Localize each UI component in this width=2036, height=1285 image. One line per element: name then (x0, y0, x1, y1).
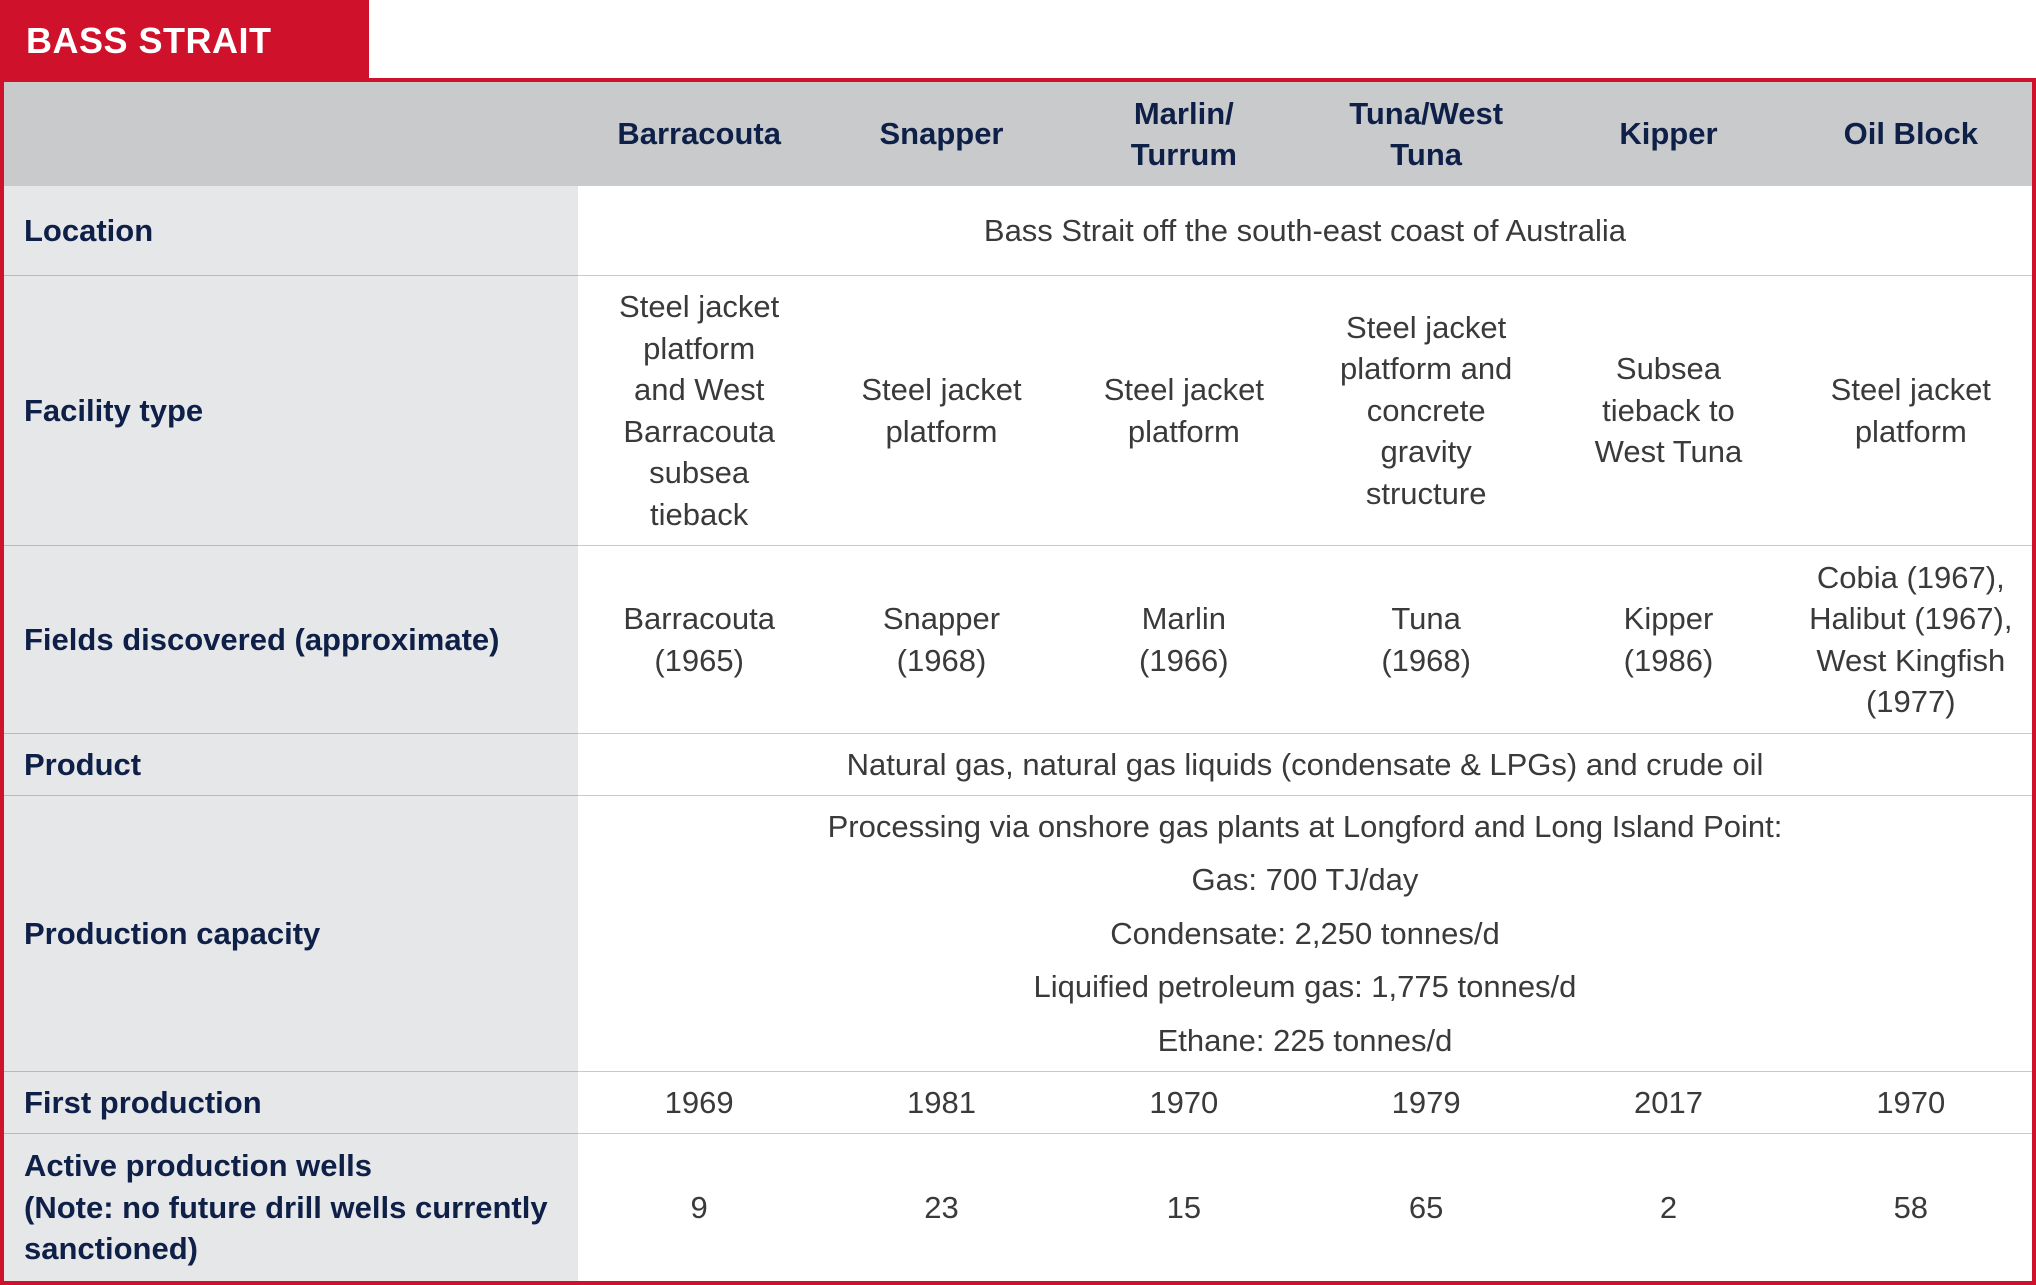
capacity-line: Ethane: 225 tonnes/d (1157, 1022, 1453, 1058)
facility-type-cell: Steel jacket platform (1063, 276, 1305, 546)
location-value: Bass Strait off the south-east coast of Australia (578, 186, 2032, 276)
column-header: Kipper (1547, 82, 1789, 186)
column-header: Marlin/ Turrum (1063, 82, 1305, 186)
header-corner (4, 82, 578, 186)
first-production-cell: 1981 (820, 1072, 1062, 1134)
facility-type-cell: Steel jacket platform and West Barracouta subsea tieback (578, 276, 820, 546)
first-production-cell: 2017 (1547, 1072, 1789, 1134)
capacity-line: Condensate: 2,250 tonnes/d (1110, 915, 1500, 951)
capacity-line: Processing via onshore gas plants at Longford and Long Island Point: (827, 808, 1783, 844)
column-header: Tuna/West Tuna (1305, 82, 1547, 186)
first-production-cell: 1969 (578, 1072, 820, 1134)
capacity-line: Gas: 700 TJ/day (1191, 862, 1419, 898)
active-wells-cell: 23 (820, 1134, 1062, 1281)
facility-type-cell: Subsea tieback to West Tuna (1547, 276, 1789, 546)
hubs-table (0, 78, 2036, 1285)
active-wells-cell: 58 (1790, 1134, 2032, 1281)
row-label-product: Product (4, 734, 578, 796)
fields-discovered-cell: Marlin (1966) (1063, 546, 1305, 734)
row-label-active-wells: Active production wells (Note: no future drill wells currently sanctioned) (4, 1134, 578, 1281)
row-label-facility-type: Facility type (4, 276, 578, 546)
active-wells-cell: 2 (1547, 1134, 1789, 1281)
product-value: Natural gas, natural gas liquids (condensate & LPGs) and crude oil (578, 734, 2032, 796)
row-label-first-production: First production (4, 1072, 578, 1134)
column-header: Oil Block (1790, 82, 2032, 186)
fields-discovered-cell: Barracouta (1965) (578, 546, 820, 734)
facility-type-cell: Steel jacket platform (820, 276, 1062, 546)
facility-type-cell: Steel jacket platform and concrete gravity structure (1305, 276, 1547, 546)
column-header: Barracouta (578, 82, 820, 186)
table-title: BASS STRAIT (0, 0, 369, 80)
active-wells-cell: 65 (1305, 1134, 1547, 1281)
row-label-production-capacity: Production capacity (4, 796, 578, 1072)
active-wells-cell: 9 (578, 1134, 820, 1281)
row-label-location: Location (4, 186, 578, 276)
fields-discovered-cell: Snapper (1968) (820, 546, 1062, 734)
capacity-line: Liquified petroleum gas: 1,775 tonnes/d (1033, 969, 1577, 1005)
fields-discovered-cell: Tuna (1968) (1305, 546, 1547, 734)
first-production-cell: 1979 (1305, 1072, 1547, 1134)
fields-discovered-cell: Kipper (1986) (1547, 546, 1789, 734)
first-production-cell: 1970 (1790, 1072, 2032, 1134)
row-label-fields-discovered: Fields discovered (approximate) (4, 546, 578, 734)
column-header: Snapper (820, 82, 1062, 186)
active-wells-cell: 15 (1063, 1134, 1305, 1281)
production-capacity-value (578, 796, 2032, 1072)
hubs-grid (4, 82, 2032, 1281)
first-production-cell: 1970 (1063, 1072, 1305, 1134)
facility-type-cell: Steel jacket platform (1790, 276, 2032, 546)
fields-discovered-cell: Cobia (1967), Halibut (1967), West Kingfish (1977) (1790, 546, 2032, 734)
